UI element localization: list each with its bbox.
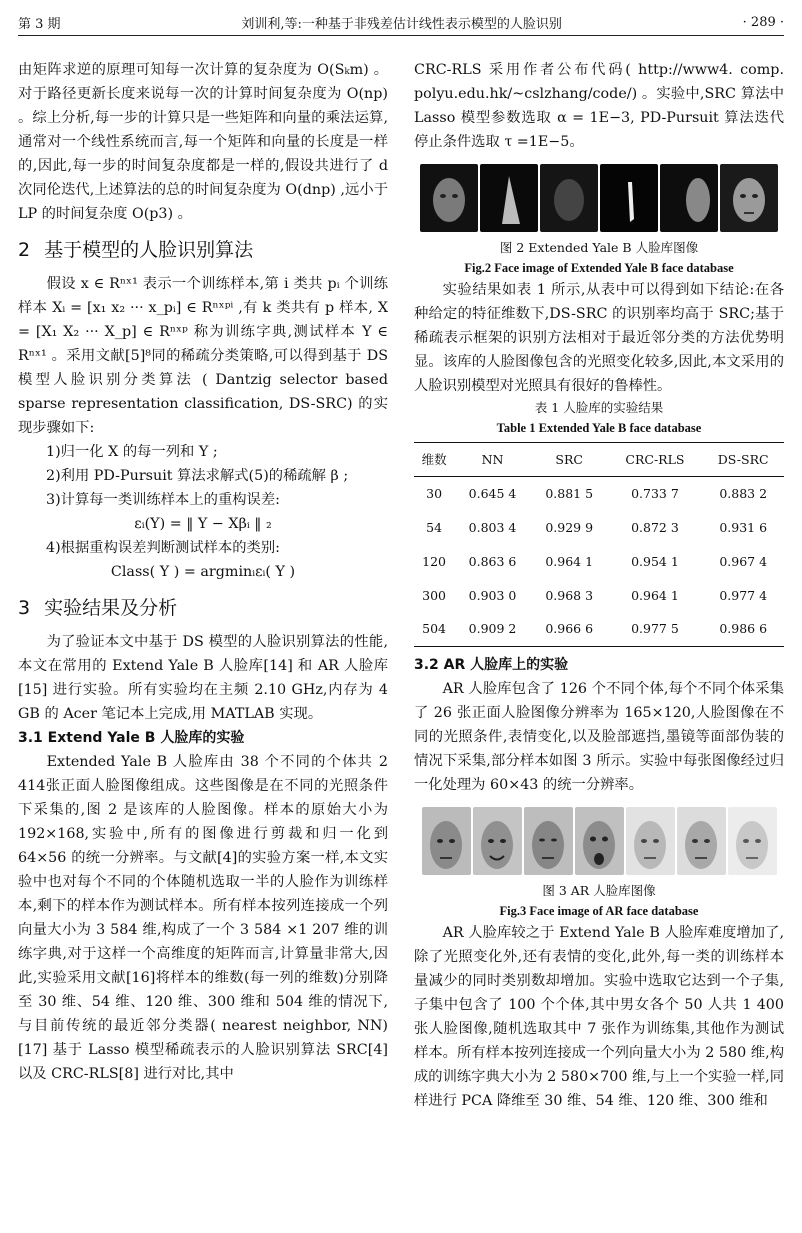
- table-row: [414, 477, 784, 511]
- paragraph-results: 实验结果如表 1 所示,从表中可以得到如下结论:在各种给定的特征维数下,DS-SRC 的识别率均高于 SRC;基于稀疏表示框架的识别方法相对于最近邻分类的方法优势明显。该库的人脸图像包含的光照变化较多,因此,本文采用的人脸识别模型对光照具有很好的鲁棒性。: [414, 282, 784, 394]
- section-2-heading: [18, 236, 388, 264]
- face-image: [420, 164, 478, 232]
- paragraph-experiment-setup: 为了验证本文中基于 DS 模型的人脸识别算法的性能,本文在常用的 Extend Yale B 人脸库[14] 和 AR 人脸库[15] 进行实验。所有实验均在主频 2.10 GHz,内存为 4 GB 的 Acer 笔记本上完成,用 MATLAB 实现。: [18, 634, 388, 722]
- paragraph-complexity: 由矩阵求逆的原理可知每一次计算的复杂度为 O(Sₖm) 。对于路径更新长度来说每一次的计算时间复杂度为 O(np) 。综上分析,每一步的计算只是一些矩阵和向量的乘法运算,通常对一个线性系统而言,每一个矩阵和向量的长度是一样的,因此,每一步的时间复杂度都是一样的,假设共进行了 d 次同伦迭代,上述算法的总的时间复杂度为 O(dnp) ,远小于 LP 的时间复杂度 O(p3) 。: [18, 62, 388, 222]
- face-image: [600, 164, 658, 232]
- table-header-cell: DS-SRC: [717, 451, 769, 467]
- face-image: [660, 164, 718, 232]
- table-cell: 0.977 4: [719, 587, 768, 603]
- section-number: 2: [18, 239, 31, 261]
- table-cell: 0.931 6: [719, 519, 768, 535]
- table-cell: 0.966 6: [545, 621, 594, 637]
- section-title: 基于模型的人脸识别算法: [44, 239, 254, 261]
- paragraph-crc-rls: CRC-RLS 采用作者公布代码( http://www4. comp. polyu.edu.hk/~cslzhang/code/) 。实验中,SRC 算法中 Lasso 模型参数选取 α = 1E−3, PD-Pursuit 算法迭代停止条件选取 τ =1E−5。: [414, 62, 784, 150]
- table-cell: 0.863 6: [468, 553, 517, 569]
- paragraph-yaleb: Extended Yale B 人脸库由 38 个不同的个体共 2 414张正面人脸图像组成。这些图像是在不同的光照条件下采集的,图 2 是该库的人脸图像。样本的原始大小为 192×168,实验中,所有的图像进行剪裁和归一化到 64×56 的统一分辨率。与文献[4]的实验方案一样,本文实验中也对每个不同的个体随机选取一半的人脸作为训练样本,剩下的样本作为测试样本。所有样本按列连接成一个列向量大小为 3 584 维,构成了一个 3 584 ×1 207 维的训练字典,对于这样一个高维度的矩阵而言,计算量非常大,因此,实验采用文献[16]将样本的维数(每一列的维数)分别降至 30 维、54 维、120 维、300 维和 504 维的情况下, 与目前传统的最近邻分类器( nearest neighbor, NN)[17] 基于 Lasso 模型稀疏表示的人脸识别算法 SRC[4] 以及 CRC-RLS[8] 进行对比,其中: [18, 754, 388, 1082]
- table-header-cell: 维数: [421, 451, 447, 467]
- paragraph-ar-experiment: AR 人脸库较之于 Extend Yale B 人脸库难度增加了,除了光照变化外,还有表情的变化,此外,每一类的训练样本量减少的同时类别数却增加。实验中选取它达到一个子集,子集中包含了 100 个个体,其中男女各个 50 人共 1 400 张人脸图像,随机选取其中 7 张作为训练集,其他作为测试样本。所有样本按列连接成一个列向量大小为 2 580 维,构成的训练字典大小为 2 580×700 维,与上一个实验一样,同样进行 PCA 降维至 30 维、54 维、120 维、300 维和: [414, 925, 785, 1109]
- table-row: [414, 545, 784, 579]
- table-cell: 54: [426, 519, 443, 535]
- subsection-3-1-heading: 3.1 Extend Yale B 人脸库的实验: [18, 730, 245, 746]
- algorithm-step-1: 1)归一化 X 的每一列和 Y ;: [46, 444, 218, 460]
- figure-2-caption-en: Fig.2 Face image of Extended Yale B face database: [464, 261, 734, 275]
- table-header-row: [414, 443, 784, 477]
- table-1-caption-cn: 表 1 人脸库的实验结果: [534, 400, 664, 415]
- face-image: [473, 807, 522, 875]
- table-cell: 0.881 5: [545, 485, 594, 501]
- equation-class: Class( Y ) = argminᵢεᵢ( Y ): [110, 564, 296, 580]
- face-image: [540, 164, 598, 232]
- table-header-cell: CRC-RLS: [625, 451, 685, 467]
- table-cell: 504: [422, 621, 447, 637]
- face-image: [422, 807, 471, 875]
- table-cell: 120: [422, 553, 447, 569]
- running-header: [18, 10, 784, 36]
- table-row: [414, 511, 784, 545]
- table-cell: 0.986 6: [719, 621, 768, 637]
- section-title: 实验结果及分析: [44, 597, 178, 619]
- algorithm-step-4: 4)根据重构误差判断测试样本的类别:: [46, 540, 280, 556]
- equation-residual: εᵢ(Y) = ‖ Y − Xβᵢ ‖ ₂: [134, 516, 272, 532]
- algorithm-step-2: 2)利用 PD-Pursuit 算法求解式(5)的稀疏解 β ;: [46, 468, 349, 484]
- figure-2-images: [414, 164, 784, 232]
- table-cell: 0.929 9: [545, 519, 594, 535]
- page-number: · 289 ·: [742, 15, 784, 30]
- table-cell: 0.883 2: [719, 485, 768, 501]
- table-cell: 0.733 7: [631, 485, 679, 501]
- figure-3-images: [414, 807, 784, 875]
- table-cell: 0.954 1: [631, 553, 679, 569]
- table-cell: 0.977 5: [631, 621, 679, 637]
- table-cell: 0.803 4: [468, 519, 517, 535]
- table-cell: 0.645 4: [468, 485, 517, 501]
- right-column: [414, 58, 784, 1113]
- face-image: [480, 164, 538, 232]
- table-cell: 0.964 1: [545, 553, 594, 569]
- algorithm-step-3: 3)计算每一类训练样本上的重构误差:: [46, 492, 280, 508]
- table-header-cell: NN: [481, 451, 504, 467]
- paragraph-model: 假设 x ∈ Rⁿˣ¹ 表示一个训练样本,第 i 类共 pᵢ 个训练样本 Xᵢ = [x₁ x₂ ··· x_pᵢ] ∈ Rⁿˣᵖⁱ ,有 k 类共有 p 样本, X = [X₁ X₂ ··· X_p] ∈ Rⁿˣᵖ 称为训练字典,测试样本 Y ∈ Rⁿˣ¹ 。采用文献[5]⁸同的稀疏分类策略,可以得到基于 DS 模型人脸识别分类算法 ( Dantzig selector based sparse representation classification, DS-SRC) 的实现步骤如下:: [18, 276, 388, 436]
- table-cell: 0.872 3: [631, 519, 679, 535]
- table-header-cell: SRC: [555, 451, 583, 467]
- subsection-3-2-heading: 3.2 AR 人脸库上的实验: [414, 657, 569, 673]
- table-cell: 300: [422, 587, 447, 603]
- section-3-heading: [18, 594, 388, 622]
- figure-2-caption-cn: 图 2 Extended Yale B 人脸库图像: [499, 240, 699, 255]
- table-row: [414, 613, 784, 647]
- results-table: [414, 442, 784, 647]
- figure-3-caption-en: Fig.3 Face image of AR face database: [499, 904, 699, 918]
- running-title: 刘训利,等:一种基于非残差估计线性表示模型的人脸识别: [241, 17, 562, 32]
- table-cell: 0.909 2: [468, 621, 517, 637]
- table-cell: 0.903 0: [468, 587, 517, 603]
- face-image: [575, 807, 624, 875]
- issue-number: 第 3 期: [18, 17, 61, 32]
- face-image: [728, 807, 777, 875]
- table-1-caption-en: Table 1 Extended Yale B face database: [496, 421, 702, 435]
- face-image: [524, 807, 573, 875]
- face-image: [677, 807, 726, 875]
- paragraph-ar-database: AR 人脸库包含了 126 个不同个体,每个不同个体采集了 26 张正面人脸图像分辨率为 165×120,人脸图像在不同的光照条件,表情变化,以及脸部遮挡,墨镜等面部伪装的情况下采集,部分样本如图 3 所示。实验中每张图像经过归一化处理为 60×43 的统一分辨率。: [414, 681, 784, 793]
- figure-3-caption-cn: 图 3 AR 人脸库图像: [542, 883, 656, 898]
- table-cell: 30: [426, 485, 443, 501]
- table-cell: 0.964 1: [631, 587, 679, 603]
- table-row: [414, 579, 784, 613]
- face-image: [626, 807, 675, 875]
- left-column: [18, 58, 388, 1086]
- table-cell: 0.968 3: [545, 587, 594, 603]
- section-number: 3: [18, 597, 31, 619]
- face-image: [720, 164, 778, 232]
- table-cell: 0.967 4: [719, 553, 768, 569]
